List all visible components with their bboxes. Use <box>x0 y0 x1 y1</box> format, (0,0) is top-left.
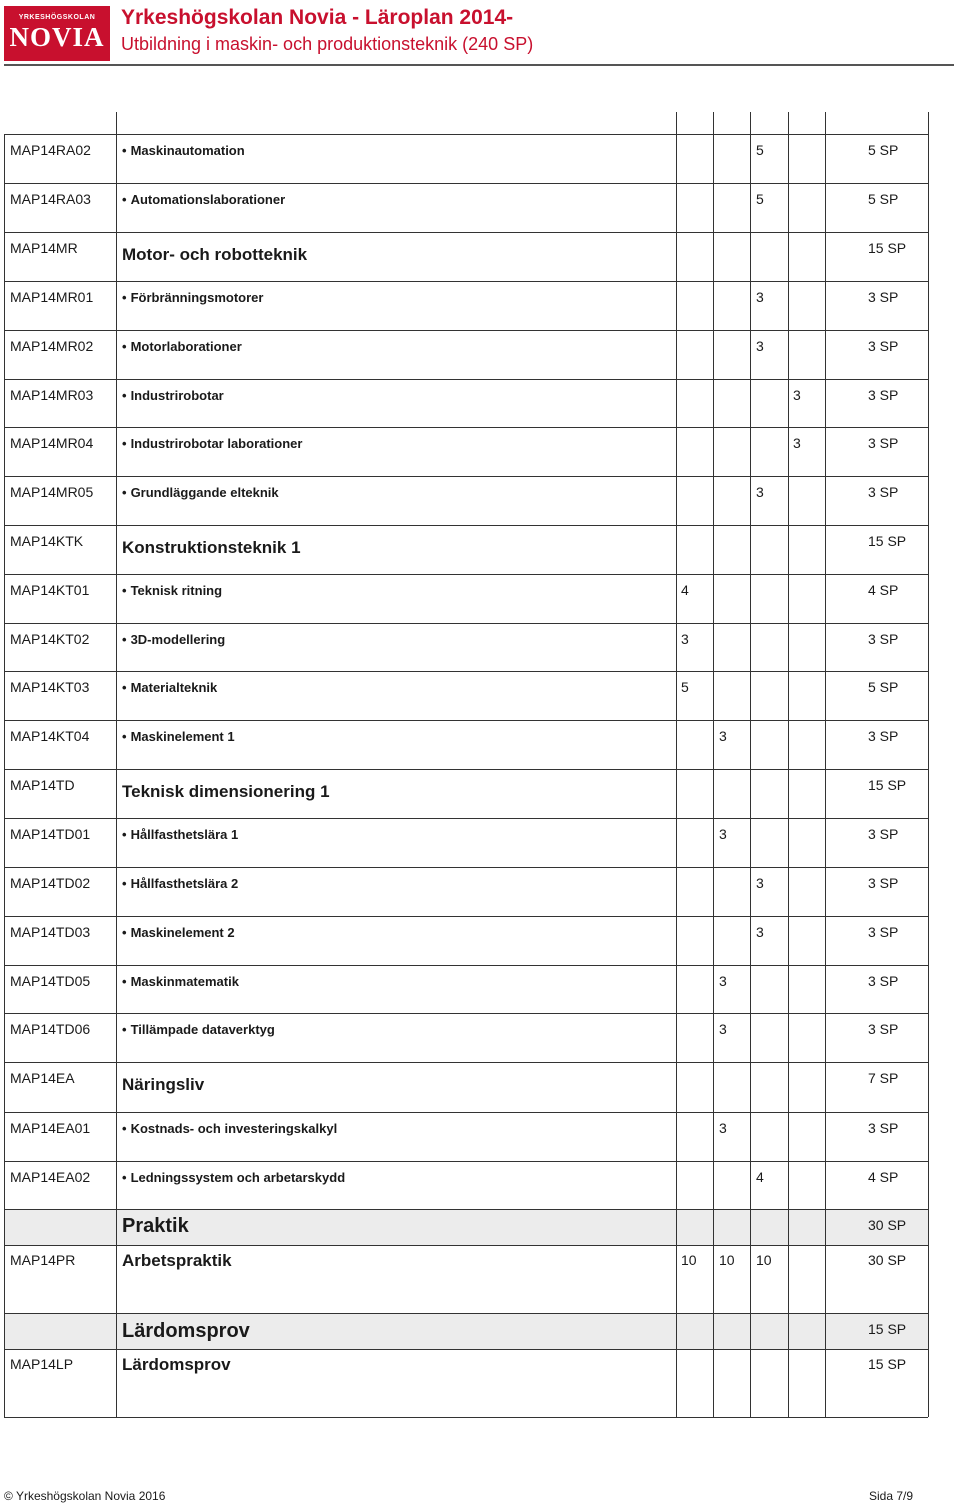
credits-total: 3 SP <box>868 728 899 744</box>
credits-total: 15 SP <box>868 240 907 256</box>
credits-total: 3 SP <box>868 338 899 354</box>
period-credits: 5 <box>756 142 764 158</box>
lardomsprov-name: Lärdomsprov <box>122 1355 231 1374</box>
course-name-label: Förbränningsmotorer <box>130 290 264 305</box>
course-name <box>122 143 245 159</box>
course-name-label: Materialteknik <box>130 680 218 695</box>
credits-total: 3 SP <box>868 973 899 989</box>
bullet-icon: • <box>122 974 127 989</box>
table-row-line <box>4 1313 928 1314</box>
credits-total: 7 SP <box>868 1070 899 1086</box>
bullet-icon: • <box>122 485 127 500</box>
credits-total: 15 SP <box>868 533 907 549</box>
course-code: MAP14KT01 <box>10 582 90 598</box>
period-credits: 3 <box>756 875 764 891</box>
module-name: Teknisk dimensionering 1 <box>122 782 330 801</box>
bullet-icon: • <box>122 925 127 940</box>
praktik-heading: Praktik <box>122 1215 189 1237</box>
credits-total: 3 SP <box>868 484 899 500</box>
praktik-period-3: 10 <box>756 1252 772 1268</box>
course-code: MAP14KT04 <box>10 728 90 744</box>
table-row-line <box>4 965 928 966</box>
credits-total: 3 SP <box>868 1021 899 1037</box>
course-name-label: Grundläggande elteknik <box>130 485 279 500</box>
bullet-icon: • <box>122 680 127 695</box>
table-row-line <box>4 769 928 770</box>
course-name-label: Kostnads- och investeringskalkyl <box>130 1121 338 1136</box>
course-name <box>122 680 217 696</box>
page-subtitle: Utbildning i maskin- och produktionsteknik (240 SP) <box>121 34 534 54</box>
course-name-label: Ledningssystem och arbetarskydd <box>130 1170 346 1185</box>
table-column-line <box>928 112 929 1417</box>
table-row-line <box>4 671 928 672</box>
credits-total: 4 SP <box>868 582 899 598</box>
table-row-line <box>4 867 928 868</box>
course-name <box>122 632 225 648</box>
table-row-line <box>4 1349 928 1350</box>
course-code: MAP14RA03 <box>10 191 91 207</box>
course-name <box>122 729 235 745</box>
credits-total: 3 SP <box>868 1120 899 1136</box>
period-credits: 3 <box>719 1021 727 1037</box>
module-name: Konstruktionsteknik 1 <box>122 538 301 557</box>
course-name-label: Tillämpade dataverktyg <box>130 1022 275 1037</box>
table-row-line <box>4 281 928 282</box>
table-column-line <box>116 112 117 1417</box>
course-code: MAP14RA02 <box>10 142 91 158</box>
lardomsprov-code: MAP14LP <box>10 1356 74 1372</box>
credits-total: 5 SP <box>868 142 899 158</box>
course-name <box>122 192 285 208</box>
bullet-icon: • <box>122 290 127 305</box>
course-code: MAP14MR05 <box>10 484 94 500</box>
table-row-line <box>4 427 928 428</box>
table-row-line <box>4 183 928 184</box>
course-name-label: Maskinautomation <box>130 143 245 158</box>
period-credits: 3 <box>793 435 801 451</box>
course-name-label: Industrirobotar laborationer <box>130 436 303 451</box>
praktik-credits: 30 SP <box>868 1252 907 1268</box>
table-row-line <box>4 379 928 380</box>
table-row-line <box>4 916 928 917</box>
course-name-label: Motorlaborationer <box>130 339 242 354</box>
table-row-line <box>4 1209 928 1210</box>
praktik-name: Arbetspraktik <box>122 1251 232 1270</box>
bullet-icon: • <box>122 583 127 598</box>
course-code: MAP14EA <box>10 1070 75 1086</box>
credits-total: 3 SP <box>868 826 899 842</box>
course-name <box>122 436 302 452</box>
course-name-label: Industrirobotar <box>130 388 224 403</box>
footer-page-number: Sida 7/9 <box>869 1489 914 1503</box>
course-name <box>122 485 279 501</box>
course-name <box>122 827 238 843</box>
period-credits: 3 <box>719 1120 727 1136</box>
period-credits: 3 <box>719 973 727 989</box>
credits-total: 3 SP <box>868 435 899 451</box>
praktik-code: MAP14PR <box>10 1252 76 1268</box>
table-row-line <box>4 1112 928 1113</box>
table-column-line <box>788 112 789 1417</box>
table-column-line <box>750 112 751 1417</box>
course-code: MAP14MR04 <box>10 435 94 451</box>
course-name <box>122 583 222 599</box>
bullet-icon: • <box>122 388 127 403</box>
course-code: MAP14KTK <box>10 533 84 549</box>
table-row-line <box>4 1417 928 1418</box>
module-name: Motor- och robotteknik <box>122 245 308 264</box>
credits-total: 3 SP <box>868 289 899 305</box>
praktik-period-1: 10 <box>681 1252 697 1268</box>
course-code: MAP14MR02 <box>10 338 94 354</box>
bullet-icon: • <box>122 827 127 842</box>
credits-total: 3 SP <box>868 387 899 403</box>
period-credits: 3 <box>719 826 727 842</box>
period-credits: 3 <box>756 484 764 500</box>
praktik-period-2: 10 <box>719 1252 735 1268</box>
table-row-line <box>4 476 928 477</box>
table-row-line <box>4 720 928 721</box>
table-row-line <box>4 623 928 624</box>
bullet-icon: • <box>122 632 127 647</box>
table-row-line <box>4 232 928 233</box>
period-credits: 3 <box>681 631 689 647</box>
course-name-label: Automationslaborationer <box>130 192 286 207</box>
table-column-line <box>4 134 5 1417</box>
page-title: Yrkeshögskolan Novia - Läroplan 2014- <box>121 6 514 29</box>
footer-copyright: © Yrkeshögskolan Novia 2016 <box>4 1489 166 1503</box>
bullet-icon: • <box>122 876 127 891</box>
course-code: MAP14EA02 <box>10 1169 91 1185</box>
logo-small-text: YRKESHÖGSKOLAN <box>18 14 96 21</box>
table-row-line <box>4 330 928 331</box>
course-name-label: Hållfasthetslära 1 <box>130 827 239 842</box>
course-name <box>122 339 242 355</box>
course-code: MAP14MR <box>10 240 78 256</box>
period-credits: 3 <box>756 338 764 354</box>
bullet-icon: • <box>122 192 127 207</box>
course-code: MAP14TD03 <box>10 924 91 940</box>
bullet-icon: • <box>122 1121 127 1136</box>
course-code: MAP14EA01 <box>10 1120 91 1136</box>
table-row-line <box>4 574 928 575</box>
period-credits: 3 <box>793 387 801 403</box>
credits-total: 15 SP <box>868 777 907 793</box>
course-name-label: Maskinmatematik <box>130 974 239 989</box>
course-code: MAP14TD02 <box>10 875 91 891</box>
novia-logo <box>4 6 110 61</box>
period-credits: 4 <box>756 1169 764 1185</box>
praktik-heading-credits: 30 SP <box>868 1217 907 1233</box>
lardomsprov-heading-credits: 15 SP <box>868 1321 907 1337</box>
bullet-icon: • <box>122 1022 127 1037</box>
course-code: MAP14TD <box>10 777 75 793</box>
bullet-icon: • <box>122 339 127 354</box>
header-divider <box>4 64 954 66</box>
bullet-icon: • <box>122 143 127 158</box>
course-code: MAP14KT02 <box>10 631 90 647</box>
credits-total: 5 SP <box>868 679 899 695</box>
credits-total: 5 SP <box>868 191 899 207</box>
period-credits: 3 <box>719 728 727 744</box>
table-row-line <box>4 1161 928 1162</box>
credits-total: 3 SP <box>868 924 899 940</box>
course-code: MAP14MR03 <box>10 387 94 403</box>
table-row-line <box>4 1062 928 1063</box>
course-code: MAP14MR01 <box>10 289 94 305</box>
course-name <box>122 974 239 990</box>
table-row-line <box>4 134 928 135</box>
course-name-label: Maskinelement 1 <box>130 729 235 744</box>
course-code: MAP14TD01 <box>10 826 91 842</box>
credits-total: 3 SP <box>868 875 899 891</box>
bullet-icon: • <box>122 436 127 451</box>
period-credits: 4 <box>681 582 689 598</box>
course-name-label: Maskinelement 2 <box>130 925 235 940</box>
lardomsprov-credits: 15 SP <box>868 1356 907 1372</box>
table-column-line <box>713 112 714 1417</box>
table-column-line <box>676 112 677 1417</box>
period-credits: 5 <box>756 191 764 207</box>
table-row-line <box>4 525 928 526</box>
table-row-line <box>4 1245 928 1246</box>
table-row-line <box>4 1013 928 1014</box>
course-name-label: Hållfasthetslära 2 <box>130 876 239 891</box>
course-code: MAP14KT03 <box>10 679 90 695</box>
course-name <box>122 1121 337 1137</box>
course-name-label: 3D-modellering <box>130 632 226 647</box>
course-name <box>122 388 224 404</box>
lardomsprov-heading: Lärdomsprov <box>122 1320 250 1342</box>
bullet-icon: • <box>122 1170 127 1185</box>
logo-big-text: NOVIA <box>9 22 105 52</box>
period-credits: 5 <box>681 679 689 695</box>
bullet-icon: • <box>122 729 127 744</box>
course-name <box>122 925 235 941</box>
course-code: MAP14TD05 <box>10 973 91 989</box>
credits-total: 4 SP <box>868 1169 899 1185</box>
course-name <box>122 1170 345 1186</box>
course-name-label: Teknisk ritning <box>130 583 223 598</box>
course-code: MAP14TD06 <box>10 1021 91 1037</box>
course-name <box>122 876 238 892</box>
period-credits: 3 <box>756 289 764 305</box>
period-credits: 3 <box>756 924 764 940</box>
table-column-line <box>825 112 826 1417</box>
course-name <box>122 1022 275 1038</box>
table-row-line <box>4 818 928 819</box>
course-name <box>122 290 263 306</box>
module-name: Näringsliv <box>122 1075 205 1094</box>
credits-total: 3 SP <box>868 631 899 647</box>
